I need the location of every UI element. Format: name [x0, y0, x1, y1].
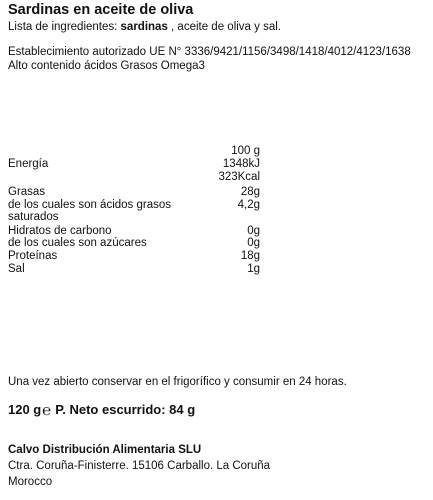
nutrition-row-protein [8, 250, 260, 263]
nutrient-name: Proteínas [8, 250, 58, 262]
nutrition-row-sugars [8, 237, 260, 250]
energy-kj: 1348kJ [222, 158, 260, 170]
nutrient-value: 0g [247, 225, 260, 237]
ingredients-prefix: Lista de ingredientes: [8, 21, 121, 33]
ingredients-list [8, 20, 281, 34]
energy-kcal: 323Kcal [218, 171, 260, 183]
ingredient-main: sardinas [120, 21, 168, 33]
nutrient-name: Grasas [8, 186, 46, 198]
nutrition-row-energy [8, 158, 260, 183]
nutrient-value: 18g [240, 250, 260, 262]
drained-weight: P. Neto escurrido: 84 g [55, 402, 196, 417]
nutrition-row-salt [8, 263, 260, 276]
nutrient-name: Sal [8, 263, 25, 275]
storage-instructions: Una vez abierto conservar en el frigorífico y consumir en 24 horas. [8, 376, 347, 388]
nutrient-value: 28g [240, 186, 260, 198]
nutrition-header-row [8, 145, 260, 158]
energy-label: Energía [8, 158, 49, 170]
nutrient-value: 0g [247, 237, 260, 249]
estimated-sign-icon: ℮ [42, 402, 52, 419]
net-weight-line [8, 402, 195, 419]
company-address: Ctra. Coruña-Finisterre. 15106 Carballo. La Coruña [8, 460, 271, 472]
nutrient-value: 1g [247, 263, 260, 275]
nutrition-row-fat [8, 186, 260, 199]
nutrient-name: de los cuales son azúcares [8, 237, 147, 249]
nutrition-row-saturated-cont [8, 211, 260, 224]
omega3-claim: Alto contenido ácidos Grasos Omega3 [8, 60, 205, 72]
nutrient-name: de los cuales son ácidos grasos [8, 199, 172, 211]
ingredients-suffix: , aceite de oliva y sal. [167, 21, 281, 33]
company-name: Calvo Distribución Alimentaria SLU [8, 444, 202, 456]
nutrient-name-continued: saturados [8, 211, 59, 223]
nutrition-header: 100 g [231, 145, 260, 157]
net-weight: 120 g [8, 402, 42, 417]
product-title: Sardinas en aceite de oliva [8, 2, 194, 18]
nutrient-value: 4,2g [237, 199, 260, 211]
origin-country: Morocco [8, 476, 53, 488]
nutrient-name: Hidratos de carbono [8, 225, 112, 237]
establishment-number: Establecimiento autorizado UE N° 3336/9421/1156/3498/1418/4012/4123/1638 [8, 46, 411, 58]
